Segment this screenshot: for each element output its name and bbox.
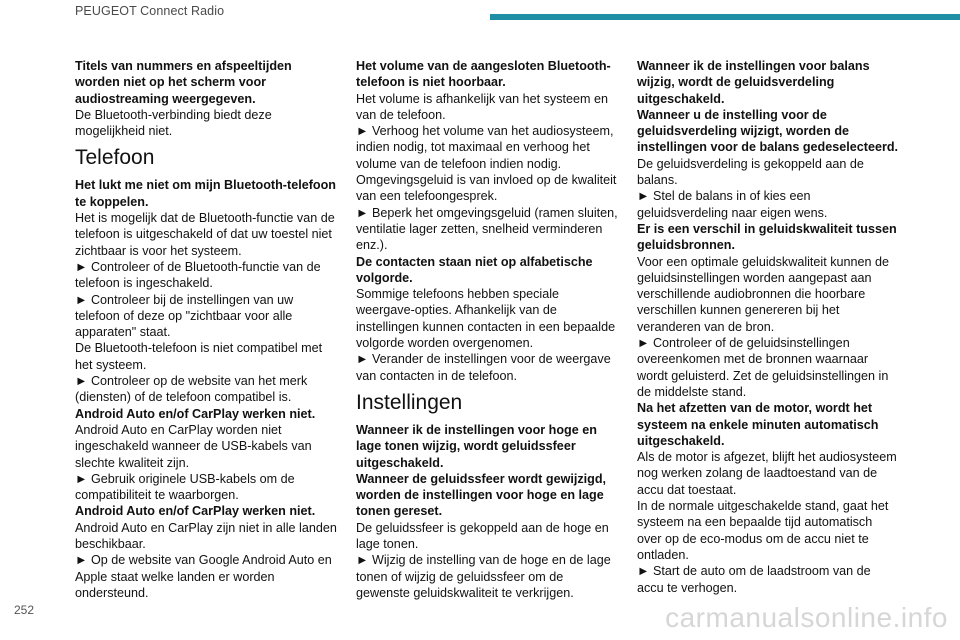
question-heading: Na het afzetten van de motor, wordt het systeem na enkele minuten automatisch uitgeschakeld. <box>637 401 879 448</box>
body-text: De Bluetooth-telefoon is niet compatibel met het systeem. <box>75 341 323 372</box>
question-heading: Wanneer ik de instellingen voor hoge en lage tonen wijzig, wordt geluidssfeer uitgeschakeld. <box>356 422 597 470</box>
body-text: ► Stel de balans in of kies een geluidsverdeling naar eigen wens. <box>637 189 828 220</box>
header-accent-bar <box>490 14 960 20</box>
body-text: Als de motor is afgezet, blijft het audiosysteem nog werken zolang de laadtoestand van de accu dat toestaat. <box>637 450 897 497</box>
header-title: PEUGEOT Connect Radio <box>75 4 225 18</box>
body-text: ► Controleer of de Bluetooth-functie van de telefoon is ingeschakeld. <box>75 259 321 291</box>
question-heading: Wanneer u de instelling voor de geluidsverdeling wijzigt, worden de instellingen voor de balans gedeselecteerd. <box>637 107 899 155</box>
question-heading: Android Auto en/of CarPlay werken niet. <box>75 504 316 519</box>
body-text: In de normale uitgeschakelde stand, gaat het systeem na een bepaalde tijd automatisch over op de eco-modus om de accu niet te ontladen. <box>637 499 889 562</box>
body-text: ► Wijzig de instelling van de hoge en de lage tonen of wijzig de geluidssfeer om de gewenste geluidskwaliteit te verkrijgen. <box>356 553 611 600</box>
body-text: ► Controleer op de website van het merk (diensten) of de telefoon compatibel is. <box>75 374 308 405</box>
question-heading: Wanneer de geluidssfeer wordt gewijzigd, worden de instellingen voor hoge en lage tonen gereset. <box>356 471 607 519</box>
body-text: Android Auto en CarPlay worden niet ingeschakeld wanneer de USB-kabels van slechte kwaliteit zijn. <box>75 422 312 470</box>
body-text: ► Verhoog het volume van het audiosysteem, indien nodig, tot maximaal en verhoog het volume van de telefoon indien nodig. <box>356 124 614 171</box>
body-text: ► Controleer bij de instellingen van uw telefoon of deze op "zichtbaar voor alle apparaten" staat. <box>75 292 294 340</box>
section-heading: Telefoon <box>75 146 155 170</box>
body-text: ► Beperk het omgevingsgeluid (ramen sluiten, ventilatie lager zetten, snelheid verminderen enz.). <box>356 205 618 253</box>
body-text: Sommige telefoons hebben speciale weergave-opties. Afhankelijk van de instellingen kunnen contacten in een bepaalde volgorde worden overgenomen. <box>356 287 616 351</box>
question-heading: Het lukt me niet om mijn Bluetooth-telefoon te koppelen. <box>75 178 336 209</box>
body-text: Het volume is afhankelijk van het systeem en van de telefoon. <box>356 91 608 122</box>
body-text: De geluidssfeer is gekoppeld aan de hoge en lage tonen. <box>356 520 609 552</box>
column-2 <box>356 58 618 601</box>
question-heading: Het volume van de aangesloten Bluetooth-telefoon is niet hoorbaar. <box>356 59 611 90</box>
question-heading: Android Auto en/of CarPlay werken niet. <box>75 406 316 421</box>
watermark: carmanualsonline.info <box>665 602 948 633</box>
question-heading: Wanneer ik de instellingen voor balans wijzig, wordt de geluidsverdeling uitgeschakeld. <box>637 59 870 106</box>
column-1 <box>75 58 337 601</box>
body-text: Het is mogelijk dat de Bluetooth-functie van de telefoon is uitgeschakeld of dat uw toestel niet zichtbaar is voor het systeem. <box>75 211 335 258</box>
body-text: Voor een optimale geluidskwaliteit kunnen de geluidsinstellingen worden aangepast aan verschillende audiobronnen die hoorbare verschillen kunnen genereren bij het veranderen van de bron. <box>637 254 890 334</box>
body-text: De geluidsverdeling is gekoppeld aan de balans. <box>637 156 864 188</box>
body-text: ► Gebruik originele USB-kabels om de compatibiliteit te waarborgen. <box>75 471 295 503</box>
page-number: 252 <box>14 603 35 617</box>
question-heading: Titels van nummers en afspeeltijden worden niet op het scherm voor audiostreaming weergegeven. <box>75 59 292 106</box>
body-text: ► Verander de instellingen voor de weergave van contacten in de telefoon. <box>356 352 611 383</box>
body-text: ► Controleer of de geluidsinstellingen overeenkomen met de bronnen waarnaar wordt geluisterd. Zet de geluidsinstellingen in de middelste stand. <box>637 336 889 399</box>
body-text: ► Op de website van Google Android Auto en Apple staat welke landen er worden ondersteund. <box>75 553 332 600</box>
question-heading: De contacten staan niet op alfabetische volgorde. <box>356 254 593 285</box>
question-heading: Er is een verschil in geluidskwaliteit tussen geluidsbronnen. <box>637 221 897 253</box>
body-text: ► Start de auto om de laadstroom van de accu te verhogen. <box>637 564 871 595</box>
body-text: Omgevingsgeluid is van invloed op de kwaliteit van een telefoongesprek. <box>356 173 617 204</box>
body-text: De Bluetooth-verbinding biedt deze mogelijkheid niet. <box>75 107 272 139</box>
body-text: Android Auto en CarPlay zijn niet in alle landen beschikbaar. <box>75 520 337 552</box>
column-3 <box>637 58 899 596</box>
section-heading: Instellingen <box>356 390 463 414</box>
